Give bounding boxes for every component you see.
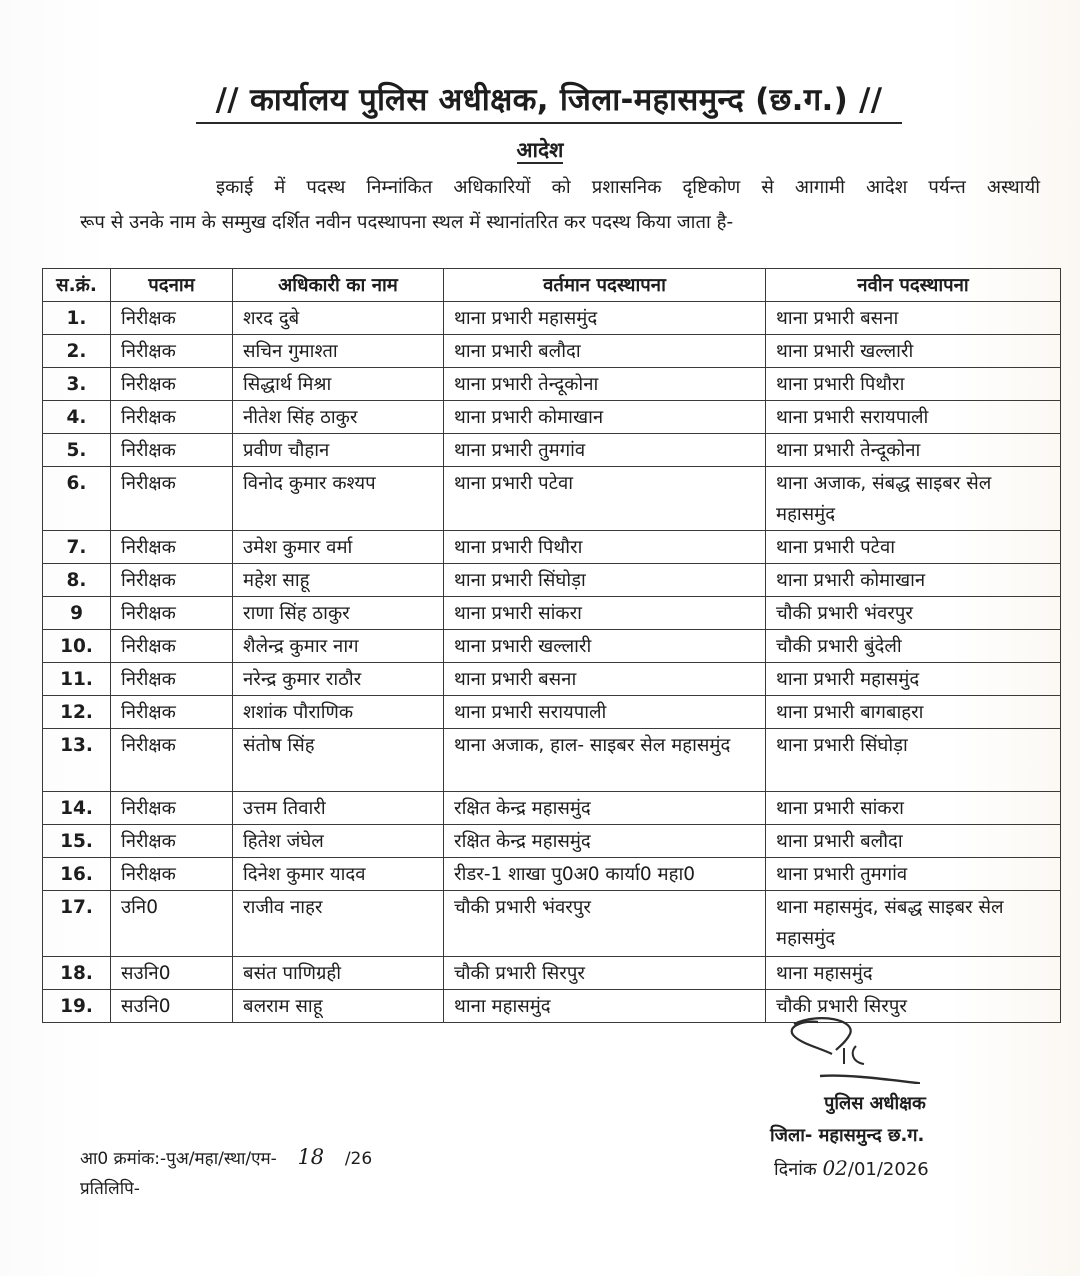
signatory-district: जिला- महासमुन्द छ.ग. — [770, 1125, 925, 1146]
order-reference — [80, 1142, 372, 1174]
office-title: // कार्यालय पुलिस अधीक्षक, जिला-महासमुन्द (छ.ग.) // — [196, 80, 902, 124]
serial-cell: 7. — [43, 531, 111, 564]
table-row — [43, 597, 1061, 630]
table-row — [43, 335, 1061, 368]
current-posting-cell: थाना प्रभारी बसना — [444, 663, 766, 696]
header-current-posting: वर्तमान पदस्थापना — [444, 269, 766, 302]
header-new-posting: नवीन पदस्थापना — [766, 269, 1061, 302]
rank-cell: निरीक्षक — [111, 858, 233, 891]
paragraph-line-2: रूप से उनके नाम के सम्मुख दर्शित नवीन पदस्थापना स्थल में स्थानांतरित कर पदस्थ किया जाता है- — [80, 212, 734, 233]
rank-cell: निरीक्षक — [111, 434, 233, 467]
rank-cell: निरीक्षक — [111, 630, 233, 663]
officer-name-cell: हितेश जंघेल — [233, 825, 444, 858]
order-paragraph — [80, 170, 1040, 240]
serial-cell: 14. — [43, 792, 111, 825]
new-posting-cell: थाना प्रभारी बलौदा — [766, 825, 1061, 858]
signatory-block — [770, 1088, 980, 1186]
signature-mark — [780, 1014, 920, 1084]
rank-cell: निरीक्षक — [111, 467, 233, 531]
table-body — [43, 302, 1061, 1023]
officer-name-cell: सचिन गुमाश्ता — [233, 335, 444, 368]
serial-cell: 3. — [43, 368, 111, 401]
officer-name-cell: दिनेश कुमार यादव — [233, 858, 444, 891]
serial-cell: 2. — [43, 335, 111, 368]
current-posting-cell: थाना प्रभारी तेन्दूकोना — [444, 368, 766, 401]
current-posting-cell: चौकी प्रभारी भंवरपुर — [444, 891, 766, 957]
officer-name-cell: शरद दुबे — [233, 302, 444, 335]
order-date — [770, 1152, 980, 1186]
table-row — [43, 891, 1061, 957]
copy-to-label: प्रतिलिपि- — [80, 1179, 140, 1199]
header-rank: पदनाम — [111, 269, 233, 302]
new-posting-cell: थाना प्रभारी तुमगांव — [766, 858, 1061, 891]
reference-prefix: आ0 क्रमांक:-पुअ/महा/स्था/एम- — [80, 1149, 277, 1169]
rank-cell: निरीक्षक — [111, 825, 233, 858]
serial-cell: 13. — [43, 729, 111, 792]
serial-cell: 6. — [43, 467, 111, 531]
rank-cell: उनि0 — [111, 891, 233, 957]
reference-number: 18 — [297, 1145, 325, 1169]
officer-name-cell: उत्तम तिवारी — [233, 792, 444, 825]
table-row — [43, 401, 1061, 434]
current-posting-cell: थाना प्रभारी सिंघोड़ा — [444, 564, 766, 597]
paragraph-line-1: इकाई में पदस्थ निम्नांकित अधिकारियों को प्रशासनिक दृष्टिकोण से आगामी आदेश पर्यन्त अस्थायी — [216, 177, 1040, 198]
officer-name-cell: विनोद कुमार कश्यप — [233, 467, 444, 531]
table-row — [43, 792, 1061, 825]
new-posting-cell: थाना प्रभारी महासमुंद — [766, 663, 1061, 696]
serial-cell: 1. — [43, 302, 111, 335]
new-posting-cell: थाना प्रभारी खल्लारी — [766, 335, 1061, 368]
current-posting-cell: थाना प्रभारी तुमगांव — [444, 434, 766, 467]
officer-name-cell: राणा सिंह ठाकुर — [233, 597, 444, 630]
officer-name-cell: सिद्धार्थ मिश्रा — [233, 368, 444, 401]
rank-cell: सउनि0 — [111, 957, 233, 990]
serial-cell: 16. — [43, 858, 111, 891]
new-posting-cell: थाना प्रभारी कोमाखान — [766, 564, 1061, 597]
officer-name-cell: नरेन्द्र कुमार राठौर — [233, 663, 444, 696]
current-posting-cell: चौकी प्रभारी सिरपुर — [444, 957, 766, 990]
rank-cell: निरीक्षक — [111, 368, 233, 401]
serial-cell: 15. — [43, 825, 111, 858]
serial-cell: 10. — [43, 630, 111, 663]
new-posting-cell: थाना महासमुंद — [766, 957, 1061, 990]
officer-name-cell: शैलेन्द्र कुमार नाग — [233, 630, 444, 663]
rank-cell: निरीक्षक — [111, 597, 233, 630]
date-label: दिनांक — [774, 1159, 817, 1180]
new-posting-cell: चौकी प्रभारी भंवरपुर — [766, 597, 1061, 630]
transfer-table — [42, 268, 1061, 1023]
current-posting-cell: थाना महासमुंद — [444, 990, 766, 1023]
current-posting-cell: रक्षित केन्द्र महासमुंद — [444, 792, 766, 825]
serial-cell: 8. — [43, 564, 111, 597]
table-row — [43, 957, 1061, 990]
officer-name-cell: उमेश कुमार वर्मा — [233, 531, 444, 564]
current-posting-cell: थाना प्रभारी पटेवा — [444, 467, 766, 531]
rank-cell: निरीक्षक — [111, 564, 233, 597]
current-posting-cell: थाना प्रभारी सरायपाली — [444, 696, 766, 729]
table-row — [43, 434, 1061, 467]
rank-cell: निरीक्षक — [111, 531, 233, 564]
new-posting-cell: चौकी प्रभारी बुंदेली — [766, 630, 1061, 663]
rank-cell: निरीक्षक — [111, 401, 233, 434]
new-posting-cell: थाना महासमुंद, संबद्ध साइबर सेल महासमुंद — [766, 891, 1061, 957]
rank-cell: निरीक्षक — [111, 696, 233, 729]
table-row — [43, 696, 1061, 729]
officer-name-cell: महेश साहू — [233, 564, 444, 597]
officer-name-cell: बलराम साहू — [233, 990, 444, 1023]
serial-cell: 19. — [43, 990, 111, 1023]
current-posting-cell: थाना अजाक, हाल- साइबर सेल महासमुंद — [444, 729, 766, 792]
rank-cell: निरीक्षक — [111, 663, 233, 696]
header-officer-name: अधिकारी का नाम — [233, 269, 444, 302]
table-row — [43, 630, 1061, 663]
serial-cell: 11. — [43, 663, 111, 696]
serial-cell: 5. — [43, 434, 111, 467]
rank-cell: निरीक्षक — [111, 335, 233, 368]
table-row — [43, 467, 1061, 531]
new-posting-cell: थाना प्रभारी सरायपाली — [766, 401, 1061, 434]
table-header-row — [43, 269, 1061, 302]
rank-cell: निरीक्षक — [111, 302, 233, 335]
table-row — [43, 729, 1061, 792]
new-posting-cell: थाना प्रभारी बागबाहरा — [766, 696, 1061, 729]
order-heading — [0, 136, 1080, 164]
rank-cell: निरीक्षक — [111, 729, 233, 792]
table-row — [43, 825, 1061, 858]
serial-cell: 18. — [43, 957, 111, 990]
table-row — [43, 564, 1061, 597]
serial-cell: 9 — [43, 597, 111, 630]
order-heading-text: आदेश — [516, 138, 564, 162]
new-posting-cell: थाना प्रभारी पटेवा — [766, 531, 1061, 564]
current-posting-cell: रक्षित केन्द्र महासमुंद — [444, 825, 766, 858]
current-posting-cell: थाना प्रभारी पिथौरा — [444, 531, 766, 564]
officer-name-cell: नीतेश सिंह ठाकुर — [233, 401, 444, 434]
serial-cell: 12. — [43, 696, 111, 729]
current-posting-cell: थाना प्रभारी बलौदा — [444, 335, 766, 368]
officer-name-cell: बसंत पाणिग्रही — [233, 957, 444, 990]
current-posting-cell: थाना प्रभारी खल्लारी — [444, 630, 766, 663]
rank-cell: सउनि0 — [111, 990, 233, 1023]
officer-name-cell: संतोष सिंह — [233, 729, 444, 792]
officer-name-cell: राजीव नाहर — [233, 891, 444, 957]
rank-cell: निरीक्षक — [111, 792, 233, 825]
new-posting-cell: थाना प्रभारी पिथौरा — [766, 368, 1061, 401]
new-posting-cell: थाना अजाक, संबद्ध साइबर सेल महासमुंद — [766, 467, 1061, 531]
current-posting-cell: थाना प्रभारी सांकरा — [444, 597, 766, 630]
current-posting-cell: थाना प्रभारी महासमुंद — [444, 302, 766, 335]
table-row — [43, 858, 1061, 891]
new-posting-cell: थाना प्रभारी सिंघोड़ा — [766, 729, 1061, 792]
officer-name-cell: शशांक पौराणिक — [233, 696, 444, 729]
current-posting-cell: रीडर-1 शाखा पु0अ0 कार्या0 महा0 — [444, 858, 766, 891]
current-posting-cell: थाना प्रभारी कोमाखान — [444, 401, 766, 434]
officer-name-cell: प्रवीण चौहान — [233, 434, 444, 467]
new-posting-cell: चौकी प्रभारी सिरपुर — [766, 990, 1061, 1023]
signatory-role: पुलिस अधीक्षक — [824, 1093, 926, 1114]
date-day: 02 — [822, 1156, 848, 1180]
table-row — [43, 302, 1061, 335]
new-posting-cell: थाना प्रभारी बसना — [766, 302, 1061, 335]
date-month-year: /01/2026 — [847, 1159, 929, 1180]
new-posting-cell: थाना प्रभारी तेन्दूकोना — [766, 434, 1061, 467]
serial-cell: 4. — [43, 401, 111, 434]
serial-cell: 17. — [43, 891, 111, 957]
new-posting-cell: थाना प्रभारी सांकरा — [766, 792, 1061, 825]
reference-suffix: /26 — [344, 1149, 373, 1169]
header-serial: स.क्रं. — [43, 269, 111, 302]
table-row — [43, 531, 1061, 564]
table-row — [43, 368, 1061, 401]
table-row — [43, 663, 1061, 696]
